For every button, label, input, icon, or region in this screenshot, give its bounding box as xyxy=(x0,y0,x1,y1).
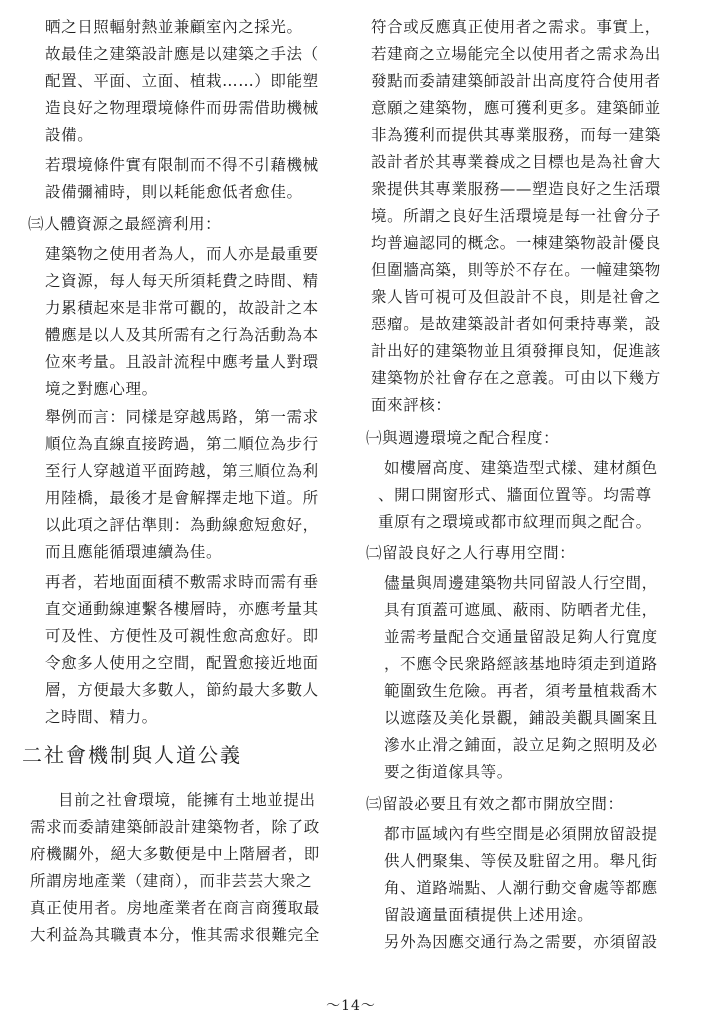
right-line: 意願之建築物，應可獲利更多。建築師並 xyxy=(371,99,661,117)
right-line: 、開口開窗形式、牆面位置等。均需尊 xyxy=(378,486,652,504)
left-line: 用陸橋，最後才是會解擇走地下道。所 xyxy=(45,489,319,507)
right-subsection-heading: ㈠與週邊環境之配合程度： xyxy=(366,429,560,447)
left-line: 造良好之物理環境條件而毋需借助機械 xyxy=(45,99,319,117)
right-line: 計出好的建築物並且須發揮良知，促進該 xyxy=(371,342,661,360)
right-line: 角、道路端點、人潮行動交會處等都應 xyxy=(384,879,658,897)
left-line: 直交通動線連繫各樓層時，亦應考量其 xyxy=(45,600,319,618)
right-line: 都市區域內有些空間是必須開放留設提 xyxy=(384,825,658,843)
left-line: 府機關外，絕大多數便是中上階層者，即 xyxy=(30,845,320,863)
left-line: 力累積起來是非常可觀的，故設計之本 xyxy=(45,299,319,317)
right-line: 以遮蔭及美化景觀，鋪設美觀具圖案且 xyxy=(384,709,658,727)
left-line: 需求而委請建築師設計建築物者，除了政 xyxy=(30,818,320,836)
left-line: 以此項之評估準則：為動線愈短愈好， xyxy=(45,516,319,534)
left-line: 至行人穿越道平面跨越，第三順位為利 xyxy=(45,462,319,480)
right-subsection-heading: ㈢留設必要且有效之都市開放空間： xyxy=(366,795,624,813)
left-line: 層，方便最大多數人，節約最大多數人 xyxy=(45,681,319,699)
left-line: 再者，若地面面積不敷需求時而需有垂 xyxy=(45,573,319,591)
right-line: 惡瘤。是故建築設計者如何秉持專業，設 xyxy=(371,315,661,333)
left-line: 令愈多人使用之空間，配置愈接近地面 xyxy=(45,654,319,672)
right-line: 要之街道傢具等。 xyxy=(384,763,513,781)
right-line: 具有頂蓋可遮風、蔽雨、防晒者尤佳， xyxy=(384,601,658,619)
right-line: 若建商之立場能完全以使用者之需求為出 xyxy=(371,45,661,63)
left-line: 之時間、精力。 xyxy=(45,708,158,726)
left-line: 配置、平面、立面、植栽……）即能塑 xyxy=(45,72,319,90)
right-line: 衆提供其專業服務——塑造良好之生活環 xyxy=(371,180,661,198)
left-line: 體應是以人及其所需有之行為活動為本 xyxy=(45,326,319,344)
right-subsection-heading: ㈡留設良好之人行專用空間： xyxy=(366,544,576,562)
left-line: 設備。 xyxy=(45,126,94,144)
left-line: 設備彌補時，則以耗能愈低者愈佳。 xyxy=(45,183,303,201)
right-line: 範圍致生危險。再者，須考量植栽喬木 xyxy=(384,682,658,700)
left-subsection-heading: ㈢人體資源之最經濟利用： xyxy=(28,215,222,233)
left-line: 建築物之使用者為人，而人亦是最重要 xyxy=(45,245,319,263)
right-line: 發點而委請建築師設計出高度符合使用者 xyxy=(371,72,661,90)
left-line: 所謂房地產業（建商），而非芸芸大衆之 xyxy=(30,872,313,890)
right-line: ，不應令民衆路經該基地時須走到道路 xyxy=(384,655,658,673)
left-line: 境之對應心理。 xyxy=(45,380,158,398)
left-line: 若環境條件實有限制而不得不引藉機械 xyxy=(45,156,319,174)
left-line: 真正使用者。房地產業者在商言商獲取最 xyxy=(30,899,320,917)
left-line: 而且應能循環連續為佳。 xyxy=(45,543,223,561)
right-line: 儘量與周邊建築物共同留設人行空間， xyxy=(384,574,658,592)
right-line: 但圍牆高築，則等於不存在。一幢建築物 xyxy=(371,261,661,279)
left-line: 順位為直線直接跨過，第二順位為步行 xyxy=(45,435,319,453)
left-line: 大利益為其職責本分，惟其需求很難完全 xyxy=(30,926,320,944)
right-line: 另外為因應交通行為之需要，亦須留設 xyxy=(384,933,658,951)
left-line: 故最佳之建築設計應是以建築之手法（ xyxy=(45,45,319,63)
left-line: 晒之日照輻射熱並兼顧室內之採光。 xyxy=(45,18,303,36)
right-line: 面來評核： xyxy=(371,396,452,414)
right-line: 留設適量面積提供上述用途。 xyxy=(384,906,594,924)
right-line: 滲水止滑之鋪面，設立足夠之照明及必 xyxy=(384,736,658,754)
section-heading: 二社會機制與人道公義 xyxy=(22,743,242,767)
right-line: 衆人皆可視可及但設計不良，則是社會之 xyxy=(371,288,661,306)
right-line: 重原有之環境或都市紋理而與之配合。 xyxy=(378,513,652,531)
page-number: ～14～ xyxy=(326,998,376,1014)
left-line: 可及性、方便性及可親性愈高愈好。即 xyxy=(45,627,319,645)
right-line: 如樓層高度、建築造型式樣、建材顏色 xyxy=(384,459,658,477)
right-line: 並需考量配合交通量留設足夠人行寬度 xyxy=(384,628,658,646)
left-line: 舉例而言：同樣是穿越馬路，第一需求 xyxy=(45,408,319,426)
left-line: 目前之社會環境，能擁有土地並提出 xyxy=(58,791,316,809)
right-line: 建築物於社會存在之意義。可由以下幾方 xyxy=(371,369,661,387)
right-line: 均普遍認同的概念。一棟建築物設計優良 xyxy=(371,234,661,252)
right-line: 供人們聚集、等侯及駐留之用。舉凡街 xyxy=(384,852,658,870)
right-line: 非為獲利而提供其專業服務，而每一建築 xyxy=(371,126,661,144)
right-line: 設計者於其專業養成之目標也是為社會大 xyxy=(371,153,661,171)
left-line: 位來考量。且設計流程中應考量人對環 xyxy=(45,353,319,371)
right-line: 符合或反應真正使用者之需求。事實上， xyxy=(371,18,661,36)
left-line: 之資源，每人每天所須耗費之時間、精 xyxy=(45,272,319,290)
right-line: 境。所謂之良好生活環境是每一社會分子 xyxy=(371,207,661,225)
